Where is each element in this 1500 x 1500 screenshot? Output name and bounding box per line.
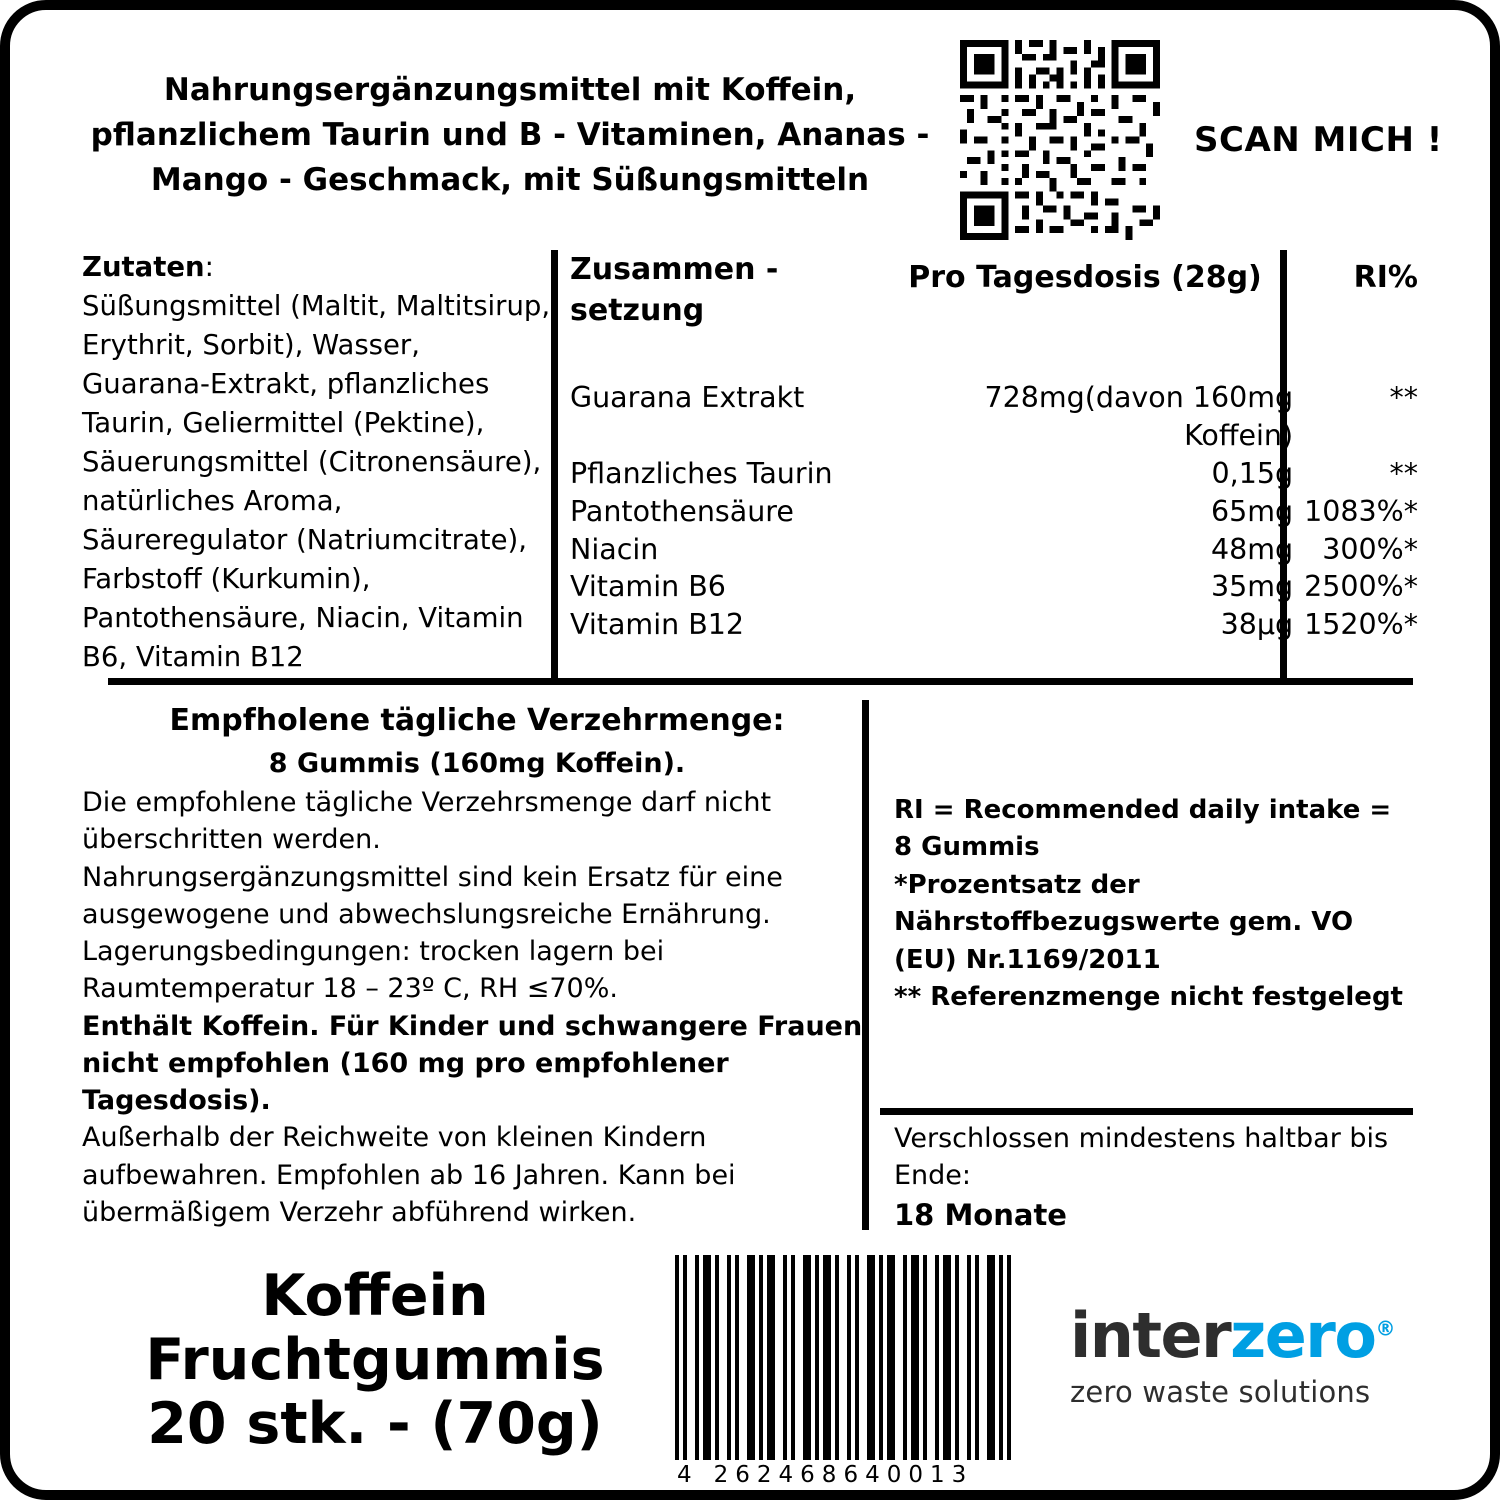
table-row xyxy=(570,379,1418,455)
page-title: Nahrungsergänzungsmittel mit Koffein, pflanzlichem Taurin und B - Vitaminen, Ananas - Mango - Geschmack, mit Süßungsmitteln xyxy=(90,72,930,198)
barcode-number: 262468640013 xyxy=(713,1462,974,1488)
nutrient-name: Niacin xyxy=(570,532,659,566)
nutrient-name: Vitamin B6 xyxy=(570,570,726,604)
ri-note-line-2: *Prozentsatz der Nährstoffbezugswerte gem. VO (EU) Nr.1169/2011 xyxy=(894,869,1354,975)
ri-notes-block xyxy=(894,792,1414,1017)
nutrient-name: Vitamin B12 xyxy=(570,608,745,642)
usage-paragraph-2: Nahrungsergänzungsmittel sind kein Ersatz für eine ausgewogene und abwechslungsreiche Ernährung. xyxy=(82,861,783,930)
usage-title-sub: 8 Gummis (160mg Koffein). xyxy=(268,748,686,779)
best-before-value: 18 Monate xyxy=(894,1197,1067,1232)
nutrient-dose: 728mg(davon 160mg Koffein) xyxy=(984,381,1294,452)
nutrient-ri: ** xyxy=(1389,381,1418,414)
product-name-line-2: Fruchtgummis xyxy=(145,1326,605,1393)
nutrient-dose: 0,15g xyxy=(1211,456,1294,490)
usage-title xyxy=(82,700,872,784)
nutrient-name: Pflanzliches Taurin xyxy=(570,456,833,490)
qr-code-image xyxy=(960,40,1160,240)
ingredients-colon: : xyxy=(204,251,214,283)
qr-scan-area xyxy=(960,40,1443,240)
barcode-digits xyxy=(675,1462,1045,1488)
ri-note-line-1: RI = Recommended daily intake = 8 Gummis xyxy=(894,795,1392,863)
nutrient-dose: 35mg xyxy=(1210,570,1294,604)
nutrient-name: Guarana Extrakt xyxy=(570,381,805,414)
ri-note-line-3: ** Referenzmenge nicht festgelegt xyxy=(894,982,1403,1013)
interzero-tagline: zero waste solutions xyxy=(1070,1375,1371,1409)
usage-block xyxy=(82,700,872,1231)
best-before-label: Verschlossen mindestens haltbar bis Ende: xyxy=(894,1123,1389,1192)
table-row xyxy=(570,531,1418,569)
registered-trademark-icon: ® xyxy=(1375,1316,1394,1341)
interzero-logo xyxy=(1070,1299,1400,1409)
barcode-bars xyxy=(675,1255,1045,1460)
barcode-lead-digit: 4 xyxy=(677,1462,692,1488)
best-before-block xyxy=(894,1120,1414,1235)
ingredients-block xyxy=(82,248,552,678)
lower-divider-horizontal xyxy=(880,1108,1413,1115)
usage-warning-caffeine: Enthält Koffein. Für Kinder und schwangere Frauen nicht empfohlen (160 mg pro empfohlener Tagesdosis). xyxy=(82,1010,863,1116)
nutrition-table xyxy=(570,250,1418,644)
column-header-composition: Zusammen - setzung xyxy=(570,252,779,328)
ingredients-text: Süßungsmittel (Maltit, Maltitsirup, Erythrit, Sorbit), Wasser, Guarana-Extrakt, pflanzliches Taurin, Geliermittel (Pektine), Säuerungsmittel (Citronensäure), natürliches Aroma, Säureregulator (Natriumcitrate), Farbstoff (Kurkumin), Pantothensäure, Niacin, Vitamin B6, Vitamin B12 xyxy=(82,290,551,674)
column-header-dose: Pro Tagesdosis (28g) xyxy=(908,260,1262,295)
table-row xyxy=(570,606,1418,644)
table-row xyxy=(570,455,1418,493)
nutrient-dose: 48mg xyxy=(1210,532,1294,566)
qr-code[interactable] xyxy=(960,40,1160,240)
column-header-ri: RI% xyxy=(1353,260,1418,295)
scan-me-label: SCAN MICH ! xyxy=(1194,120,1443,160)
nutrient-ri: 300%* xyxy=(1322,532,1418,566)
interzero-name-part-1: inter xyxy=(1070,1299,1231,1372)
nutrition-table-header xyxy=(570,250,1418,331)
product-name xyxy=(85,1265,665,1456)
nutrient-ri: 1520%* xyxy=(1304,608,1418,642)
nutrient-ri: ** xyxy=(1389,456,1418,490)
table-row xyxy=(570,568,1418,606)
table-divider-left xyxy=(551,250,558,680)
nutrition-table-body xyxy=(570,379,1418,644)
nutrient-ri: 2500%* xyxy=(1304,570,1418,604)
nutrient-ri: 1083%* xyxy=(1304,494,1418,528)
nutrient-name: Pantothensäure xyxy=(570,494,794,528)
product-name-line-3: 20 stk. - (70g) xyxy=(147,1390,603,1457)
usage-paragraph-3: Lagerungsbedingungen: trocken lagern bei Raumtemperatur 18 – 23º C, RH ≤70%. xyxy=(82,936,665,1005)
nutrient-dose: 38µg xyxy=(1220,608,1294,642)
section-divider xyxy=(108,678,1413,685)
ingredients-title: Zutaten xyxy=(82,251,205,283)
interzero-name-part-2: zero xyxy=(1230,1299,1376,1372)
usage-paragraph-1: Die empfohlene tägliche Verzehrsmenge darf nicht überschritten werden. xyxy=(82,787,772,856)
interzero-wordmark xyxy=(1070,1299,1400,1372)
product-name-line-1: Koffein xyxy=(261,1263,489,1329)
table-row xyxy=(570,493,1418,531)
nutrient-dose: 65mg xyxy=(1210,494,1294,528)
usage-paragraph-5: Außerhalb der Reichweite von kleinen Kindern aufbewahren. Empfohlen ab 16 Jahren. Kann bei übermäßigem Verzehr abführend wirken. xyxy=(82,1122,736,1228)
barcode xyxy=(675,1255,1045,1488)
usage-title-main: Empfholene tägliche Verzehrmenge: xyxy=(169,703,785,738)
